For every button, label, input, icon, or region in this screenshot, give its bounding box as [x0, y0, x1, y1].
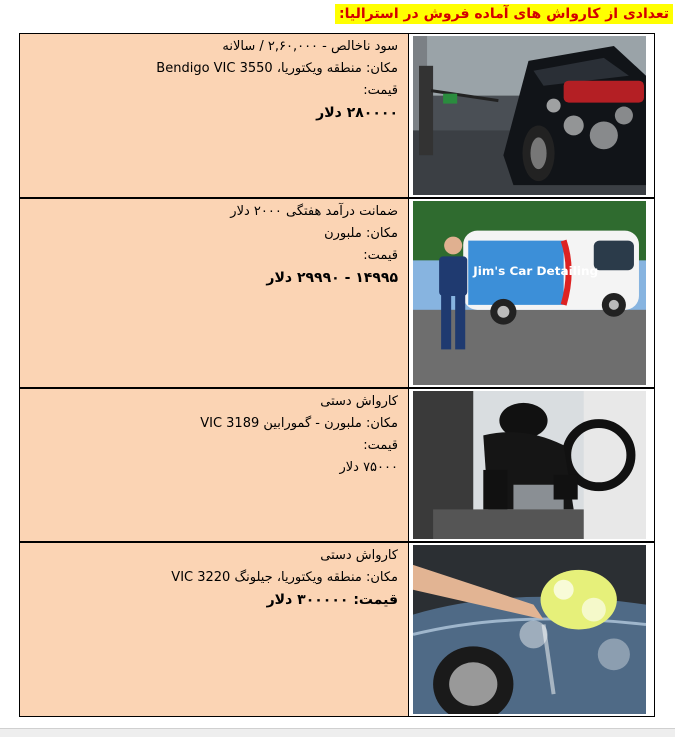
listing-details	[19, 388, 409, 542]
location-label: مکان:	[365, 61, 398, 76]
price-label: قیمت:	[363, 248, 398, 263]
income-guarantee-line: ضمانت درآمد هفتگی ۲۰۰۰ دلار	[230, 204, 398, 219]
price-line	[26, 589, 398, 611]
soapy-car-wash-photo	[413, 36, 646, 195]
price-value: ۳۰۰۰۰۰ دلار	[266, 592, 349, 608]
photo-cell	[409, 542, 655, 717]
profit-line: سود ناخالص - ۲,۶۰,۰۰۰ / سالانه	[222, 39, 398, 54]
location-line	[26, 567, 398, 589]
location-label: مکان:	[365, 570, 398, 585]
location-text: ملبورن - گمورابین	[263, 416, 362, 431]
location-text: منطقه ویکتوریا، جیلونگ	[234, 570, 362, 585]
location-latin: VIC 3189	[200, 416, 260, 431]
photo-cell	[409, 198, 655, 388]
location-line	[26, 58, 398, 80]
interior-cleaning-photo	[413, 391, 646, 539]
listing-details	[19, 33, 409, 198]
listing-row	[19, 388, 655, 542]
location-text: ملبورن	[324, 226, 362, 241]
location-line	[26, 223, 398, 245]
listing-details	[19, 542, 409, 717]
photo-cell	[409, 388, 655, 542]
price-value: ۲۸۰۰۰۰ دلار	[316, 105, 398, 121]
location-latin: Bendigo VIC 3550	[156, 61, 273, 76]
listing-row	[19, 33, 655, 198]
location-text: منطقه ویکتوریا،	[276, 61, 362, 76]
listings-table	[19, 33, 655, 717]
location-line	[26, 413, 398, 435]
location-latin: VIC 3220	[171, 570, 231, 585]
business-type-line: کارواش دستی	[320, 394, 398, 409]
location-label: مکان:	[365, 416, 398, 431]
price-label: قیمت:	[353, 592, 398, 608]
business-type-line: کارواش دستی	[320, 548, 398, 563]
car-detailing-van-photo	[413, 201, 646, 385]
bottom-scrollbar[interactable]	[0, 728, 675, 737]
price-label: قیمت:	[363, 83, 398, 98]
photo-cell	[409, 33, 655, 198]
listing-row	[19, 542, 655, 717]
location-label: مکان:	[365, 226, 398, 241]
price-label: قیمت:	[363, 438, 398, 453]
page-heading: تعدادی از کارواش های آماده فروش در استرالیا:	[335, 4, 673, 24]
listing-row	[19, 198, 655, 388]
price-value: ۷۵۰۰۰ دلار	[339, 460, 398, 475]
listing-details	[19, 198, 409, 388]
van-brand-text: Jim's Car Detailing	[473, 264, 599, 279]
hand-wash-sponge-photo	[413, 545, 646, 714]
price-value: ۱۴۹۹۵ - ۲۹۹۹۰ دلار	[266, 270, 398, 286]
